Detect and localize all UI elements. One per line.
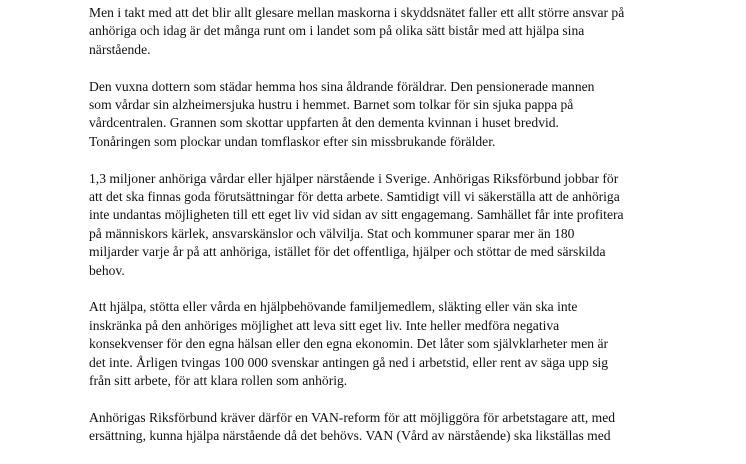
text-line: behov. xyxy=(89,262,125,278)
text-line: 1,3 miljoner anhöriga vårdar eller hjälper närstående i Sverige. Anhörigas Riksförbund jobbar för xyxy=(89,170,619,186)
paragraph-2 xyxy=(89,78,689,152)
text-line: Tonåringen som plockar undan tomflaskor efter sin missbrukande förälder. xyxy=(89,133,496,149)
text-line: vårdcentralen. Grannen som skottar uppfarten åt den dementa kvinnan i huset bredvid. xyxy=(89,115,559,131)
text-line: närstående. xyxy=(89,41,151,57)
text-line: Anhörigas Riksförbund kräver därför en VAN-reform för att möjliggöra för arbetstagare att, med xyxy=(89,409,616,425)
text-line: Den vuxna dottern som städar hemma hos sina åldrande föräldrar. Den pensionerade mannen xyxy=(89,78,595,94)
paragraph-5 xyxy=(89,409,689,446)
paragraph-3 xyxy=(89,170,689,280)
text-line: inte undantas möjligheten till ett eget liv vid sidan av sitt engagemang. Samhället får inte profitera xyxy=(89,207,624,223)
text-line: Att hjälpa, stötta eller vårda en hjälpbehövande familjemedlem, släkting eller vän ska inte xyxy=(89,299,578,315)
paragraph-4 xyxy=(89,298,689,390)
paragraph-1 xyxy=(89,4,689,59)
text-line: att det ska finnas goda förutsättningar för detta arbete. Samtidigt vill vi säkerställa att de anhöriga xyxy=(89,189,620,205)
document-body xyxy=(89,4,689,464)
text-line: konsekvenser för den egna hälsan eller den egna ekonomin. Det låter som självklarheter men är xyxy=(89,336,609,352)
text-line: Men i takt med att det blir allt glesare mellan maskorna i skyddsnätet faller ett allt större ansvar på xyxy=(89,5,625,20)
text-line: anhöriga och idag är det många runt om i landet som på olika sätt bistår med att hjälpa sina xyxy=(89,23,585,39)
text-line: ersättning, kunna hjälpa närstående då det behövs. VAN (Vård av närstående) ska likställas med xyxy=(89,428,611,444)
text-line: miljarder varje år på att anhöriga, istället för det offentliga, hjälper och stöttar de med särskilda xyxy=(89,244,606,260)
text-line: från sitt arbete, för att klara rollen som anhörig. xyxy=(89,373,348,389)
text-line: inskränka på den anhöriges möjlighet att leva sitt eget liv. Inte heller medföra negativa xyxy=(89,317,560,333)
text-line: som vårdar sin alzheimersjuka hustru i hemmet. Barnet som tolkar för sin sjuka pappa på xyxy=(89,97,574,113)
text-line: på människors kärlek, ansvarskänslor och välvilja. Stat och kommuner sparar mer än 180 xyxy=(89,225,575,241)
text-line: det inte. Årligen tvingas 100 000 svenskar antingen gå ned i arbetstid, eller rent av säga upp sig xyxy=(89,354,609,370)
